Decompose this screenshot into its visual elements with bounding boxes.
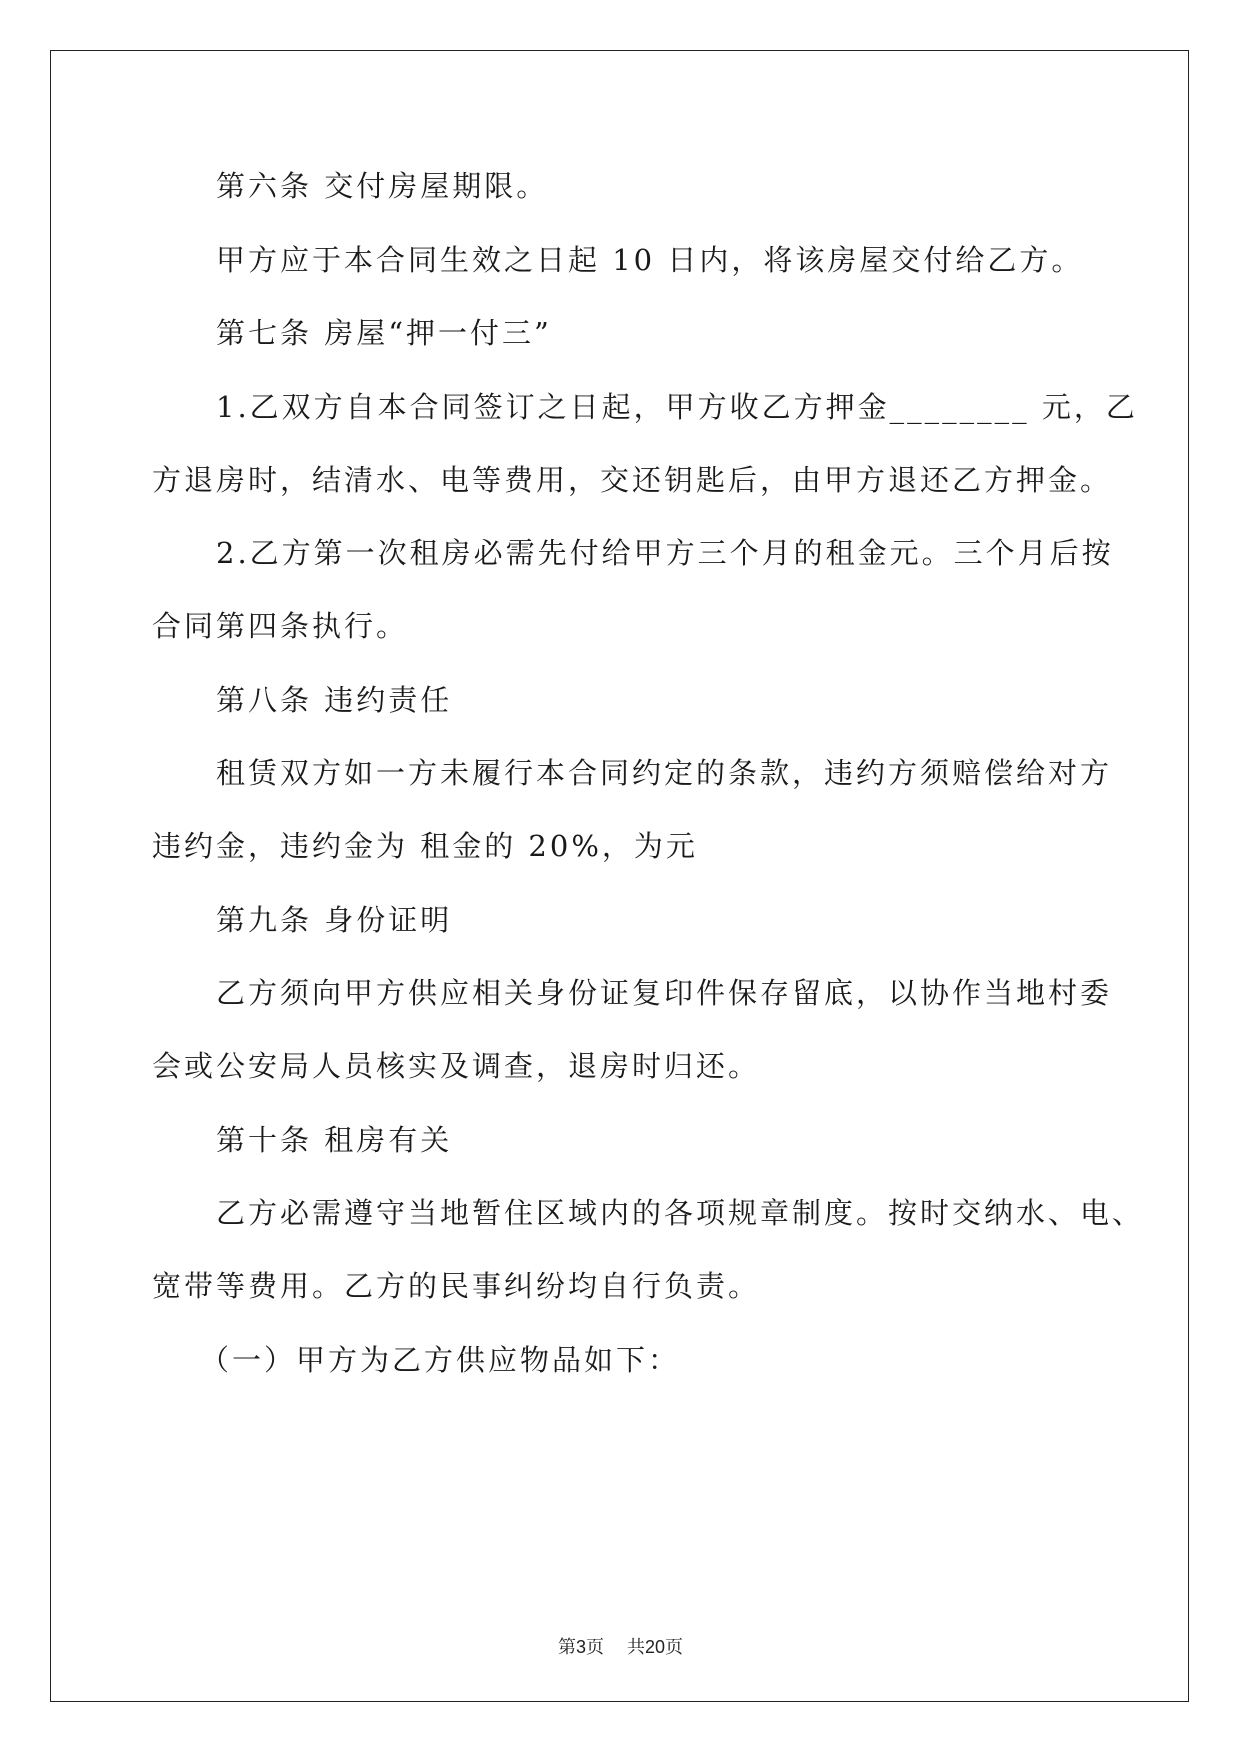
article-7-item-1-line-2: 方退房时，结清水、电等费用，交还钥匙后，由甲方退还乙方押金。 xyxy=(152,463,1113,497)
footer-page-number: 3 xyxy=(576,1637,587,1657)
article-7-item-2-line-2: 合同第四条执行。 xyxy=(152,609,409,643)
article-9-text-line-2: 会或公安局人员核实及调查，退房时归还。 xyxy=(152,1049,761,1083)
article-10-text-line-2: 宽带等费用。乙方的民事纠纷均自行负责。 xyxy=(152,1269,761,1303)
footer-total-prefix: 共 xyxy=(626,1637,645,1658)
article-10-heading: 第十条 租房有关 xyxy=(216,1123,453,1157)
article-6-heading: 第六条 交付房屋期限。 xyxy=(216,169,549,203)
page-border xyxy=(50,50,1189,1702)
article-7-heading: 第七条 房屋“押一付三” xyxy=(216,316,552,350)
article-6-text: 甲方应于本合同生效之日起 10 日内，将该房屋交付给乙方。 xyxy=(216,243,1084,277)
article-10-text-line-1: 乙方必需遵守当地暂住区域内的各项规章制度。按时交纳水、电、 xyxy=(216,1196,1145,1230)
footer-total-pages: 20 xyxy=(644,1637,665,1657)
footer-page-prefix: 第 xyxy=(558,1637,577,1658)
article-7-item-2-line-1: 2.乙方第一次租房必需先付给甲方三个月的租金元。三个月后按 xyxy=(216,536,1114,570)
page-footer xyxy=(0,1633,1241,1659)
article-8-text-line-1: 租赁双方如一方未履行本合同约定的条款，违约方须赔偿给对方 xyxy=(216,756,1113,790)
article-9-text-line-1: 乙方须向甲方供应相关身份证复印件保存留底，以协作当地村委 xyxy=(216,976,1113,1010)
article-8-heading: 第八条 违约责任 xyxy=(216,683,453,717)
footer-page-suffix: 页 xyxy=(586,1637,605,1658)
footer-total-suffix: 页 xyxy=(664,1637,683,1658)
article-8-text-line-2: 违约金，违约金为 租金的 20%，为元 xyxy=(152,829,698,863)
article-9-heading: 第九条 身份证明 xyxy=(216,903,453,937)
article-7-item-1-line-1: 1.乙双方自本合同签订之日起，甲方收乙方押金________ 元，乙 xyxy=(216,390,1138,424)
article-10-sub-1: （一）甲方为乙方供应物品如下： xyxy=(200,1343,681,1377)
